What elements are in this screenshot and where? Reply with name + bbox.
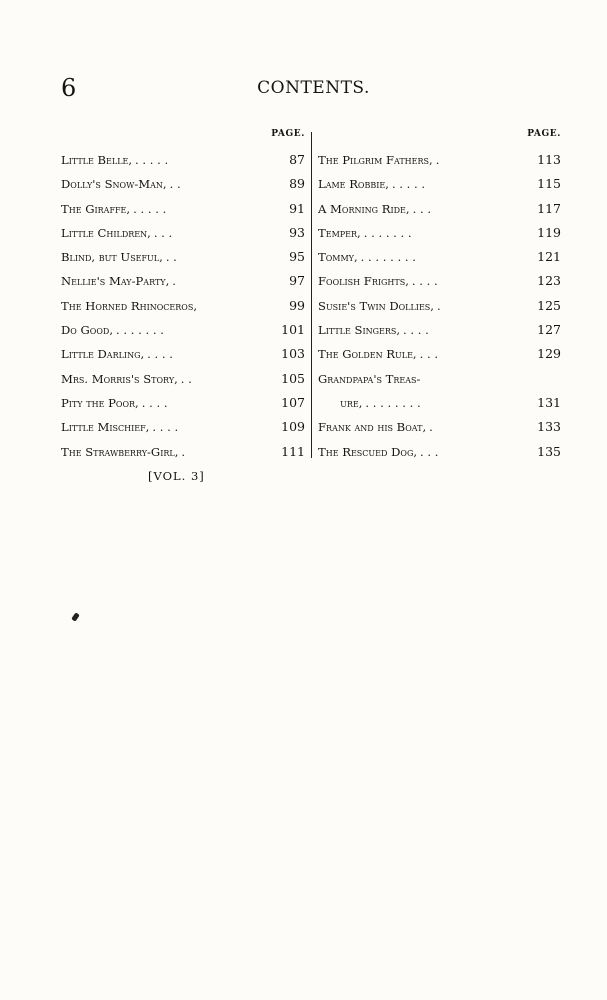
entry-title: Little Darling, bbox=[61, 347, 145, 362]
page-number: 6 bbox=[61, 74, 77, 102]
dot-leader: . . bbox=[169, 177, 181, 192]
entry-title: Do Good, bbox=[61, 323, 114, 338]
entry-title: Little Children, bbox=[61, 225, 151, 240]
entry-page-number: 111 bbox=[281, 443, 305, 459]
entry-page-number: 97 bbox=[289, 273, 305, 289]
entry-title: Nellie's May-Party, bbox=[61, 274, 170, 289]
contents-entry bbox=[61, 197, 305, 221]
dot-leader: . bbox=[435, 153, 440, 167]
entry-page-number: 93 bbox=[289, 224, 305, 240]
entry-title: ure, bbox=[318, 395, 363, 410]
entry-title: Tommy, bbox=[318, 250, 358, 265]
contents-entry bbox=[61, 342, 305, 366]
contents-entry bbox=[61, 415, 305, 439]
entry-page-number: 109 bbox=[281, 419, 305, 435]
dot-leader: . . bbox=[180, 371, 192, 386]
contents-entry bbox=[318, 245, 561, 269]
dot-leader: . . . bbox=[412, 201, 432, 216]
entry-title: Grandpapa's Treas- bbox=[318, 371, 421, 386]
contents-entry bbox=[61, 391, 305, 415]
dot-leader: . . . . bbox=[147, 347, 173, 362]
entry-page-number: 99 bbox=[289, 297, 305, 313]
entry-page-number: 121 bbox=[537, 249, 561, 265]
entry-page-number: 91 bbox=[289, 200, 305, 216]
entry-title: The Pilgrim Fathers, bbox=[318, 153, 433, 167]
contents-entry bbox=[318, 367, 561, 391]
entry-title: Mrs. Morris's Story, bbox=[61, 371, 178, 386]
dot-leader: . . . . . . . bbox=[363, 225, 412, 240]
dot-leader: . . . . bbox=[403, 323, 429, 338]
entry-title: Little Singers, bbox=[318, 323, 401, 338]
entry-title: The Horned Rhinoceros, bbox=[61, 298, 197, 313]
entry-title: Frank and his Boat, bbox=[318, 420, 427, 435]
ink-speck bbox=[71, 612, 80, 621]
contents-entry bbox=[318, 148, 561, 172]
entry-title: Foolish Frights, bbox=[318, 274, 409, 289]
entry-title: A Morning Ride, bbox=[318, 201, 410, 216]
dot-leader: . . . bbox=[419, 347, 439, 362]
entry-page-number: 133 bbox=[537, 419, 561, 435]
running-head: CONTENTS. bbox=[257, 78, 370, 98]
entry-page-number: 115 bbox=[537, 176, 561, 192]
contents-entry bbox=[318, 342, 561, 366]
contents-column-right bbox=[318, 128, 561, 464]
dot-leader: . . . . . bbox=[135, 153, 169, 167]
dot-leader: . bbox=[429, 420, 433, 435]
dot-leader: . bbox=[436, 298, 441, 313]
entry-title: Pity the Poor, bbox=[61, 395, 139, 410]
entry-page-number: 131 bbox=[537, 394, 561, 410]
dot-leader: . . . . . . . bbox=[116, 323, 164, 338]
contents-entry bbox=[61, 221, 305, 245]
page-column-header: PAGE. bbox=[527, 129, 561, 139]
dot-leader: . . . . . bbox=[391, 177, 426, 192]
contents-entry bbox=[318, 318, 561, 342]
dot-leader: . . . . bbox=[141, 395, 168, 410]
contents-entry bbox=[61, 367, 305, 391]
entry-page-number: 107 bbox=[281, 394, 305, 410]
contents-entry bbox=[61, 318, 305, 342]
entry-title: The Giraffe, bbox=[61, 201, 131, 216]
entry-title: Blind, but Useful, bbox=[61, 250, 163, 265]
dot-leader: . . . bbox=[420, 444, 439, 459]
entry-page-number: 87 bbox=[289, 152, 305, 167]
entry-page-number: 89 bbox=[289, 176, 305, 192]
contents-entry bbox=[61, 148, 305, 172]
entry-page-number: 125 bbox=[537, 297, 561, 313]
entry-title: Susie's Twin Dollies, bbox=[318, 298, 434, 313]
entry-title: The Rescued Dog, bbox=[318, 444, 418, 459]
contents-entry bbox=[318, 172, 561, 196]
entry-page-number: 105 bbox=[281, 370, 305, 386]
dot-leader: . . bbox=[165, 250, 177, 265]
contents-entry bbox=[318, 391, 561, 415]
dot-leader: . . . . . . . . bbox=[360, 250, 416, 265]
contents-entry bbox=[61, 294, 305, 318]
entry-page-number: 135 bbox=[537, 443, 561, 459]
dot-leader: . bbox=[172, 274, 176, 289]
entry-page-number: 101 bbox=[281, 322, 305, 338]
entry-title: Lame Robbie, bbox=[318, 177, 389, 192]
contents-entry bbox=[61, 172, 305, 196]
entry-title: Temper, bbox=[318, 225, 361, 240]
entry-title: Dolly's Snow-Man, bbox=[61, 177, 167, 192]
dot-leader: . bbox=[181, 444, 186, 459]
contents-entry bbox=[61, 245, 305, 269]
dot-leader: . . . . bbox=[411, 274, 438, 289]
entry-page-number: 113 bbox=[537, 152, 561, 167]
contents-entry bbox=[318, 440, 561, 464]
dot-leader: . . . . . bbox=[133, 201, 167, 216]
entry-title: Little Mischief, bbox=[61, 420, 150, 435]
contents-entry bbox=[318, 221, 561, 245]
entry-page-number: 95 bbox=[289, 249, 305, 265]
contents-entry bbox=[318, 415, 561, 439]
dot-leader: . . . bbox=[153, 225, 173, 240]
entry-page-number: 123 bbox=[537, 273, 561, 289]
contents-entry bbox=[61, 269, 305, 293]
entry-title: Little Belle, bbox=[61, 153, 133, 167]
page-column-header: PAGE. bbox=[271, 129, 305, 139]
entry-page-number: 129 bbox=[537, 346, 561, 362]
entry-page-number: 127 bbox=[537, 322, 561, 338]
contents-entry bbox=[61, 440, 305, 464]
entry-title: The Strawberry-Girl, bbox=[61, 444, 179, 459]
entry-page-number: 117 bbox=[537, 200, 561, 216]
dot-leader: . . . . bbox=[152, 420, 179, 435]
dot-leader: . . . . . . . . bbox=[365, 395, 421, 410]
volume-mark: [VOL. 3] bbox=[148, 469, 205, 483]
column-divider bbox=[311, 132, 312, 458]
entry-page-number: 103 bbox=[281, 346, 305, 362]
contents-entry bbox=[318, 197, 561, 221]
entry-page-number: 119 bbox=[537, 224, 561, 240]
contents-column-left bbox=[61, 128, 305, 464]
entry-title: The Golden Rule, bbox=[318, 347, 417, 362]
contents-entry bbox=[318, 269, 561, 293]
contents-entry bbox=[318, 294, 561, 318]
